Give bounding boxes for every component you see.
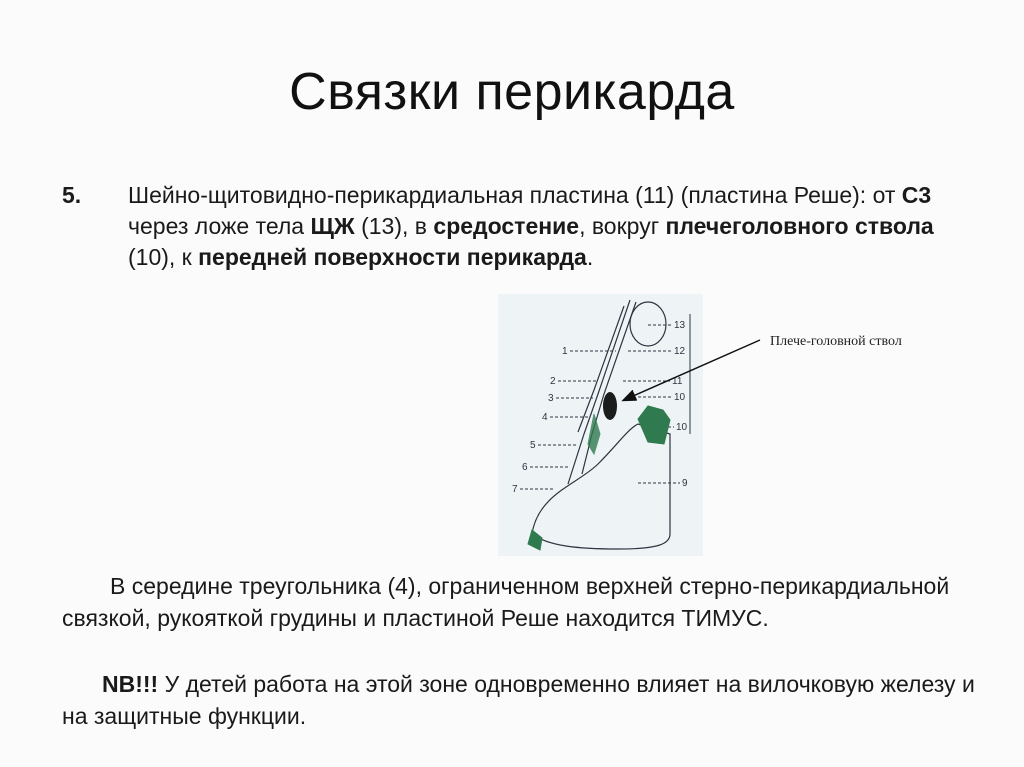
label-right: 10 xyxy=(676,422,688,433)
label-right: 9 xyxy=(682,478,688,489)
slide-title: Связки перикарда xyxy=(289,63,735,121)
label-right: 10 xyxy=(674,392,686,403)
thymus-paragraph: В середине треугольника (4), ограниченном верхней стерно-перикардиальной связкой, рукояткой грудины и пластиной Реше находится ТИМУС. xyxy=(62,573,950,631)
point-text xyxy=(128,180,942,273)
bold-segment: С3 xyxy=(901,182,932,208)
text-segment: . xyxy=(586,244,594,270)
point-5 xyxy=(62,180,942,273)
nb-text: У детей работа на этой зоне одновременно влияет на вилочковую железу и на защитные функции. xyxy=(62,671,975,729)
bold-segment: плечеголовного ствола xyxy=(665,213,934,239)
callout-label: Плече-головной ствол xyxy=(770,334,902,349)
text-segment: (13), в xyxy=(354,213,434,239)
callout-arrow xyxy=(600,330,780,410)
text-segment: Шейно-щитовидно-перикардиальная пластина (11) (пластина Реше): от xyxy=(128,182,902,208)
bold-segment: средостение xyxy=(433,213,580,239)
label-left: 3 xyxy=(548,393,554,404)
bold-segment: ЩЖ xyxy=(310,213,355,239)
text-segment: (10), к xyxy=(128,244,199,270)
label-left: 2 xyxy=(550,376,556,387)
label-left: 1 xyxy=(562,346,568,357)
label-right: 13 xyxy=(674,320,686,331)
label-left: 4 xyxy=(542,412,548,423)
text-segment: , вокруг xyxy=(579,213,666,239)
text-segment: через ложе тела xyxy=(128,213,311,239)
label-right: 11 xyxy=(672,376,683,387)
label-right: 12 xyxy=(674,346,686,357)
label-left: 5 xyxy=(530,440,536,451)
nb-label: NB!!! xyxy=(102,671,159,697)
nb-paragraph xyxy=(62,668,982,732)
label-left: 6 xyxy=(522,462,528,473)
label-left: 7 xyxy=(512,484,518,495)
point-number: 5. xyxy=(62,182,82,208)
bold-segment: передней поверхности перикарда xyxy=(198,244,587,270)
